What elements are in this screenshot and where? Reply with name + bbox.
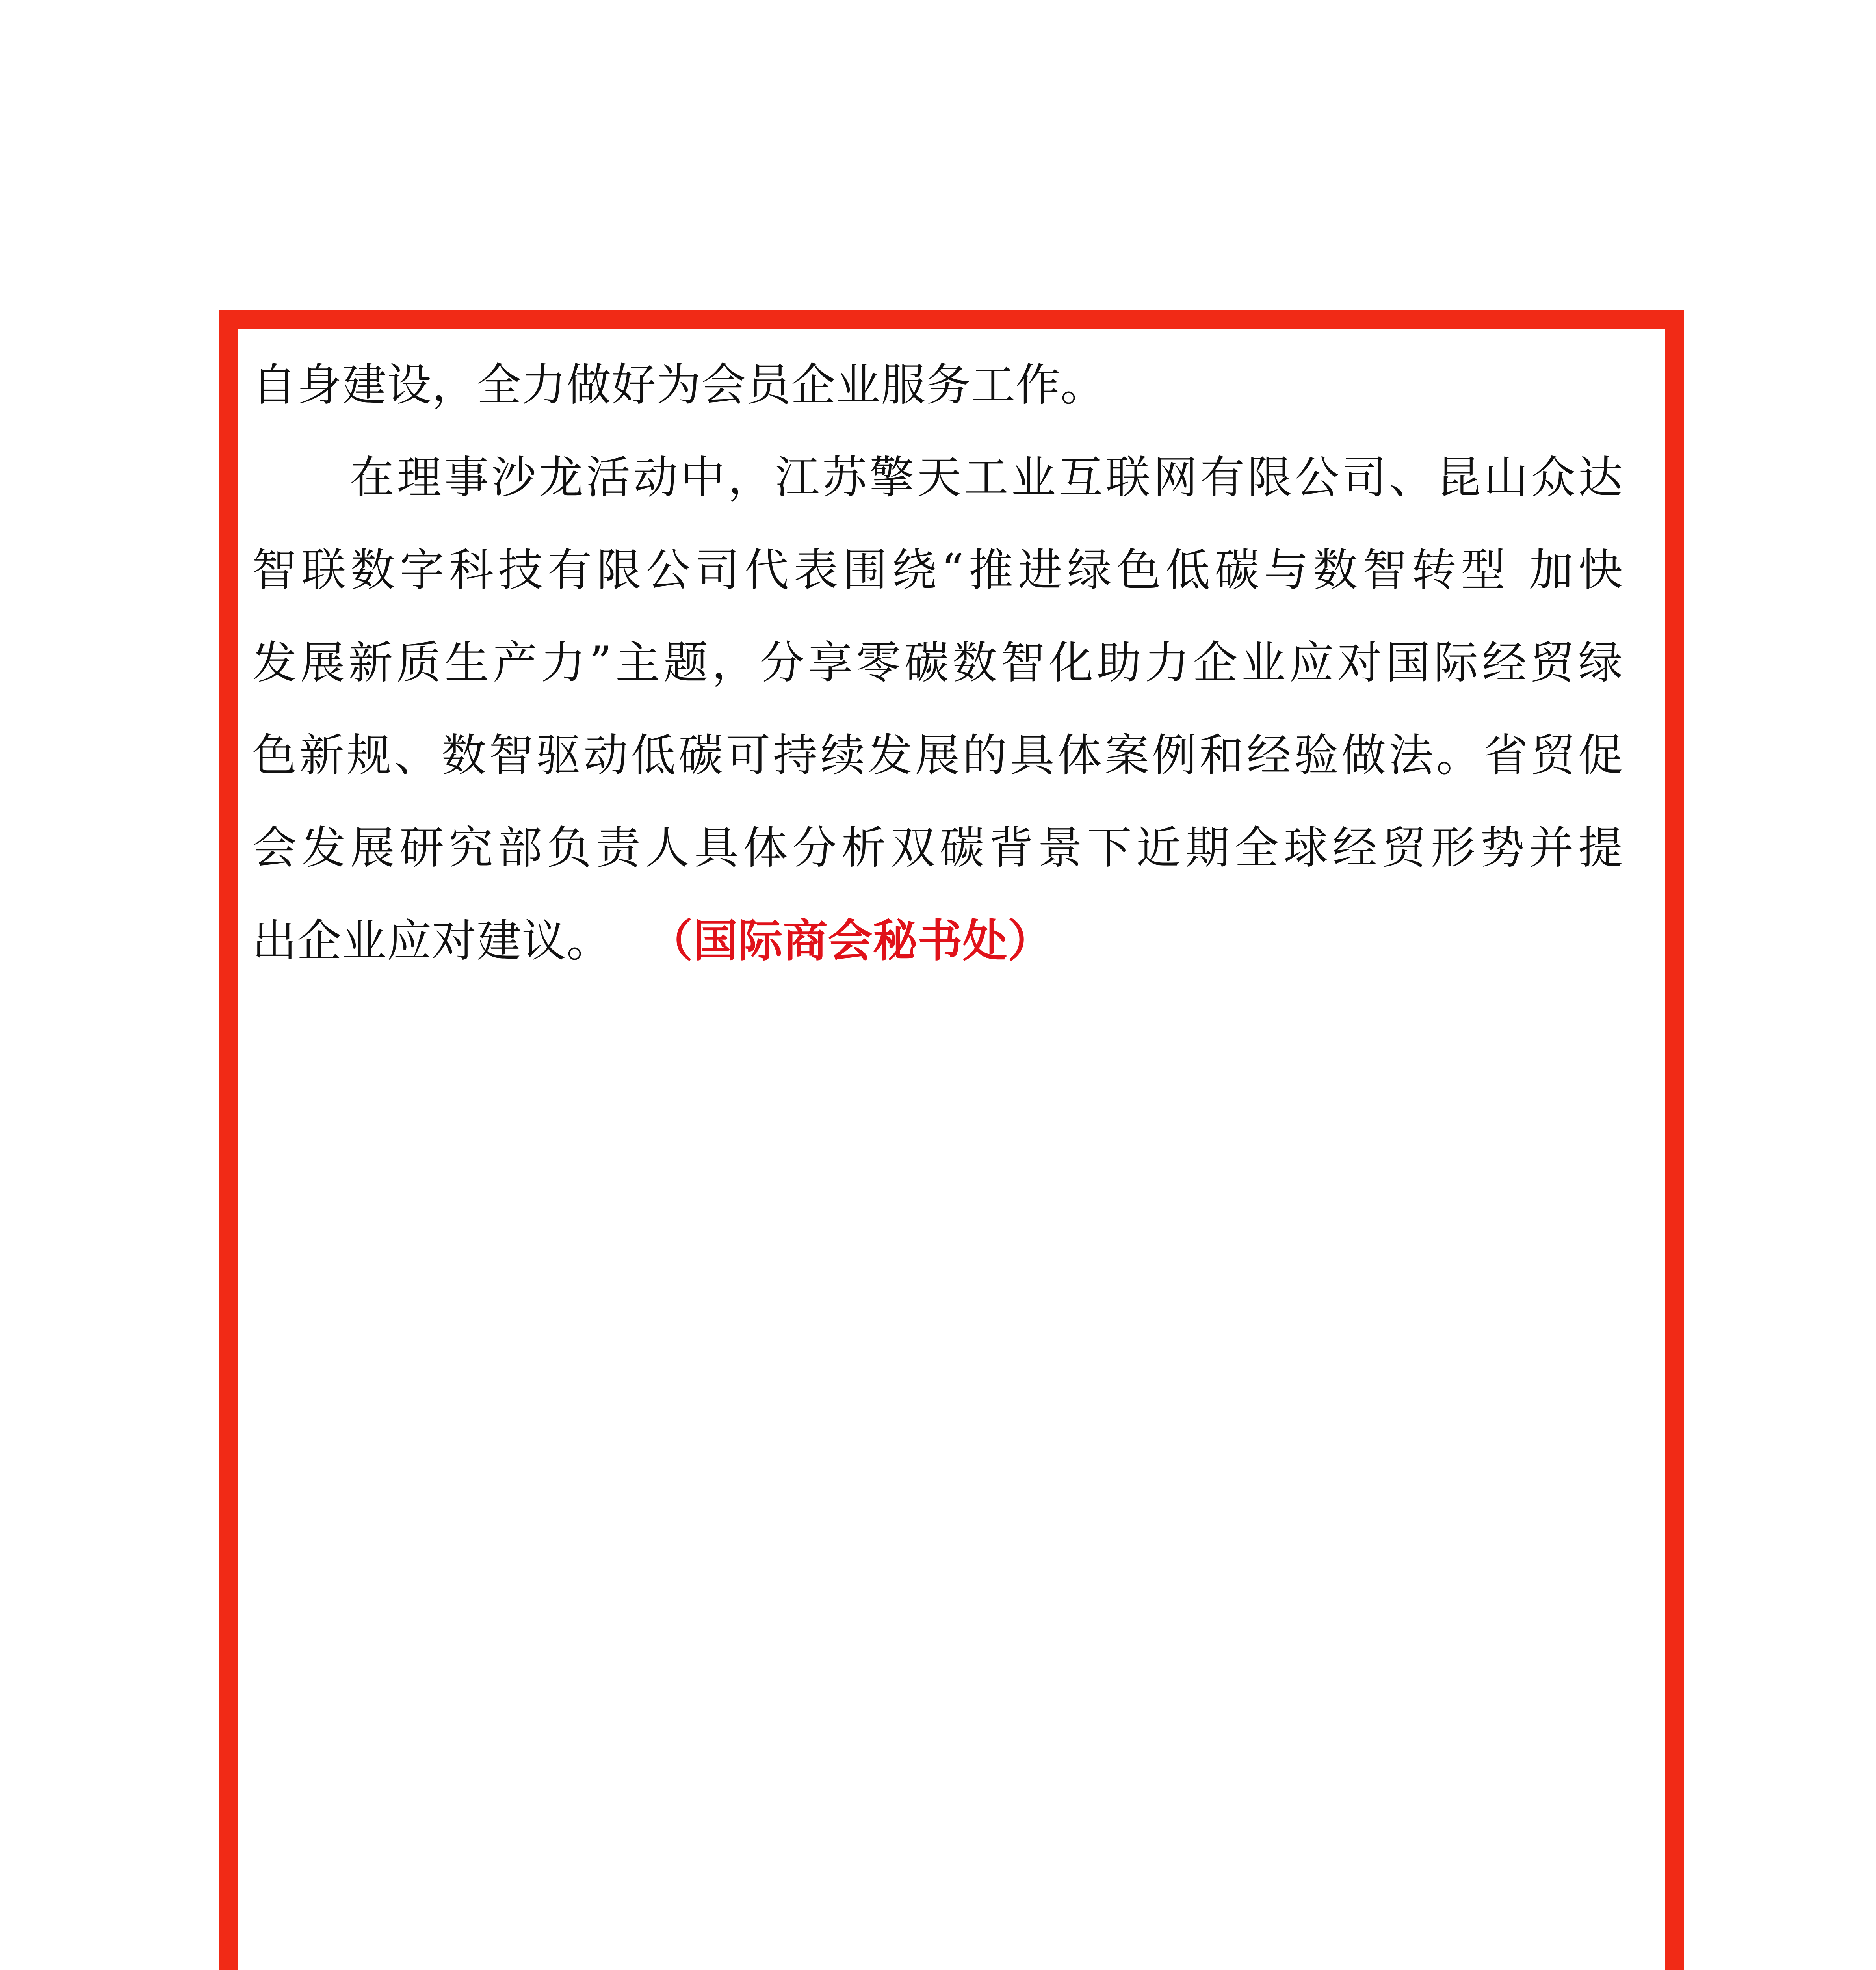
paragraph-line: 会发展研究部负责人具体分析双碳背景下近期全球经贸形势并提 <box>252 822 1623 874</box>
paragraph-line-text: 出企业应对建议。 <box>252 915 611 967</box>
paragraph-line: 在理事沙龙活动中，江苏擎天工业互联网有限公司、昆山众达 <box>350 452 1623 504</box>
document-body <box>252 339 1623 987</box>
paragraph-line: 智联数字科技有限公司代表围绕“推进绿色低碳与数智转型 加快 <box>252 544 1623 596</box>
paragraph-line: 色新规、数智驱动低碳可持续发展的具体案例和经验做法。省贸促 <box>252 729 1623 781</box>
paragraph-last-line <box>252 894 1623 987</box>
paragraph-line: 发展新质生产力”主题，分享零碳数智化助力企业应对国际经贸绿 <box>252 637 1623 689</box>
paragraph-line: 自身建设，全力做好为会员企业服务工作。 <box>252 359 1105 411</box>
signature-text: （国际商会秘书处） <box>671 914 1053 967</box>
